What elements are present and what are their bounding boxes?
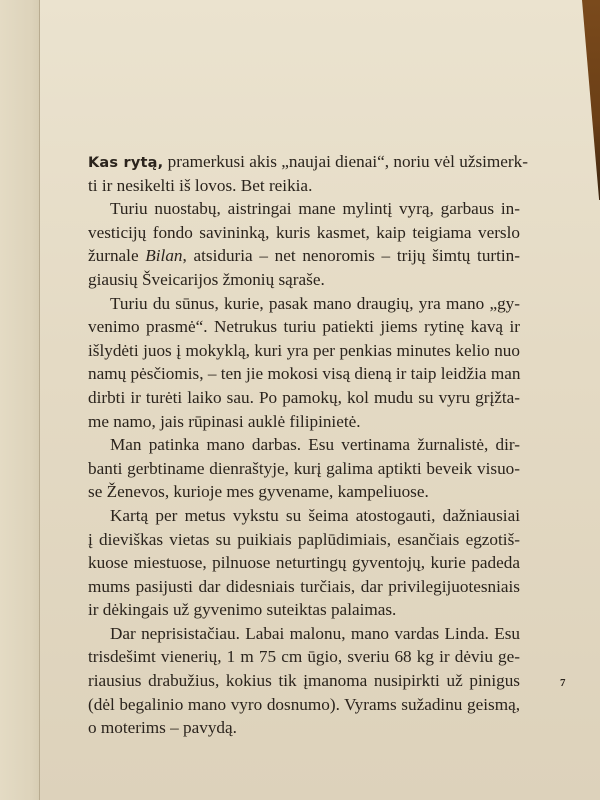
- text-line: giausių Šveicarijos žmonių sąraše.: [88, 269, 325, 289]
- text-line: kuose miestuose, pilnuose neturtingų gyventojų, kurie padeda: [88, 553, 520, 573]
- text-line: venimo prasmė“. Netrukus turiu patiekti jiems rytinę kavą ir: [88, 317, 520, 337]
- page-number: 7: [560, 677, 566, 689]
- lead-in-bold: Kas rytą,: [88, 155, 164, 171]
- body-text: [88, 150, 528, 740]
- italic-title: Bilan: [145, 246, 183, 266]
- table-background-edge: [582, 0, 600, 200]
- text-line: riausius drabužius, kokius tik įmanoma nusipirkti už pinigus: [88, 671, 520, 691]
- text-line: trisdešimt vienerių, 1 m 75 cm ūgio, sveriu 68 kg ir dėviu ge-: [88, 647, 520, 667]
- text-line: banti gerbtiname dienraštyje, kurį galima aptikti beveik visuo-: [88, 458, 520, 478]
- text-line: žurnale Bilan, atsiduria – net nenoromis – trijų šimtų turtin-: [88, 246, 521, 266]
- text-line: į dieviškas vietas su puikiais paplūdimiais, esančiais egzotiš-: [88, 529, 520, 549]
- paragraph-start: Kartą per metus vykstu su šeima atostogauti, dažniausiai: [110, 505, 520, 525]
- text-line: dirbti ir turėti laiko sau. Po pamokų, kol mudu su vyru grįžta-: [88, 387, 520, 407]
- text-line: vesticijų fondo savininką, kuris kasmet, kaip teigiama verslo: [88, 222, 520, 242]
- text-line: mums pasijusti dar didesniais turčiais, dar privilegijuotesniais: [88, 576, 520, 596]
- paragraph-start: Man patinka mano darbas. Esu vertinama žurnalistė, dir-: [110, 435, 520, 455]
- left-page-edge: [0, 0, 39, 800]
- page-fold-line: [39, 0, 40, 800]
- text-line: išlydėti juos į mokyklą, kuri yra per penkias minutes kelio nuo: [88, 340, 520, 360]
- text-line: se Ženevos, kurioje mes gyvename, kampeliuose.: [88, 482, 429, 502]
- text-line: ti ir nesikelti iš lovos. Bet reikia.: [88, 175, 313, 195]
- text-line: ir dėkingais už gyvenimo suteiktas palaimas.: [88, 600, 397, 620]
- paragraph-start: Turiu nuostabų, aistringai mane mylintį vyrą, garbaus in-: [110, 199, 520, 219]
- text-line: namų pėsčiomis, – ten jie mokosi visą dieną ir taip leidžia man: [88, 364, 521, 384]
- text-line: me namo, jais rūpinasi auklė filipinietė.: [88, 411, 361, 431]
- paragraph-start: Turiu du sūnus, kurie, pasak mano draugių, yra mano „gy-: [110, 293, 520, 313]
- paragraph-start: Dar neprisistačiau. Labai malonu, mano vardas Linda. Esu: [110, 623, 520, 643]
- text-line: (dėl begalinio mano vyro dosnumo). Vyrams sužadinu geismą,: [88, 694, 520, 714]
- text-line: Kas rytą, pramerkusi akis „naujai dienai“, noriu vėl užsimerk-: [88, 152, 528, 171]
- text-line: o moterims – pavydą.: [88, 718, 237, 738]
